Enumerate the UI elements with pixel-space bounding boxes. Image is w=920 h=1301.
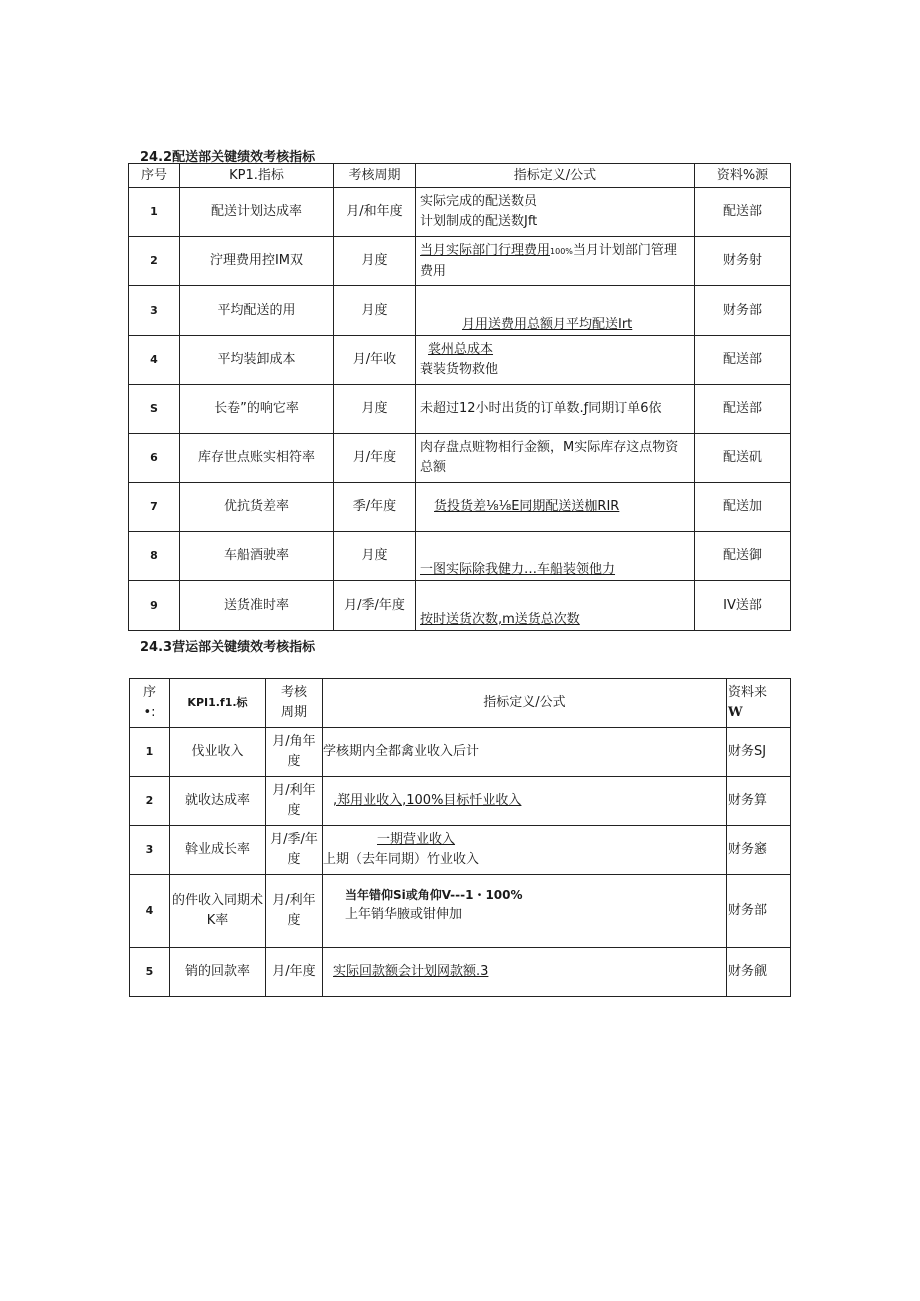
row-period: 月/角年 度	[266, 728, 323, 777]
table-row	[129, 286, 791, 336]
table-row	[130, 948, 791, 997]
row-no: S	[129, 385, 180, 434]
table-row	[130, 875, 791, 948]
row-kpi: 库存世点账实相符率	[180, 434, 334, 483]
table-row	[129, 483, 791, 532]
header-period: 考核周期	[334, 164, 416, 188]
def-denominator: 计划制成的配送数Jft	[420, 214, 538, 229]
row-kpi: 配送计划达成率	[180, 188, 334, 237]
table-row	[129, 336, 791, 385]
row-no: 3	[129, 286, 180, 336]
row-source: 配送部	[695, 188, 791, 237]
row-source: 财务射	[695, 237, 791, 286]
header-no: 序 •:	[130, 679, 170, 728]
header-no: 序号	[129, 164, 180, 188]
row-kpi: 车船酒驶率	[180, 532, 334, 581]
header-definition: 指标定义/公式	[323, 679, 727, 728]
def-numerator: 实际完成的配送数员	[420, 194, 538, 209]
row-source: 财务部	[695, 286, 791, 336]
table-row	[130, 777, 791, 826]
row-definition	[416, 237, 695, 286]
row-kpi: 伐业收入	[170, 728, 266, 777]
row-definition	[416, 434, 695, 483]
row-kpi: 长卷”的响它率	[180, 385, 334, 434]
def-denominator: 费用	[420, 263, 447, 279]
def-formula: 货投货差⅛⅛E同期配送送枷RIR	[434, 499, 620, 514]
row-no: 6	[129, 434, 180, 483]
row-kpi: 的件收入同期术 K率	[170, 875, 266, 948]
row-source: 财务觎	[727, 948, 791, 997]
row-kpi: 平均配送的用	[180, 286, 334, 336]
row-source: IV送部	[695, 581, 791, 631]
row-period: 月/利年 度	[266, 777, 323, 826]
row-source: 财务SJ	[727, 728, 791, 777]
table-header-row	[130, 679, 791, 728]
table-row	[129, 237, 791, 286]
distribution-kpi-table	[128, 163, 791, 631]
def-numerator-tail: 当月计划部门管理	[572, 242, 677, 258]
row-no: 9	[129, 581, 180, 631]
row-definition: ,郑用业收入,100%目标忏业收入	[323, 777, 727, 826]
row-kpi: 泞理费用控IM双	[180, 237, 334, 286]
row-definition	[416, 385, 695, 434]
row-definition: 学核期内全都禽业收入后计	[323, 728, 727, 777]
row-no: 4	[130, 875, 170, 948]
row-period: 月/年度	[266, 948, 323, 997]
def-formula: 按时送货次数,m送货总次数	[420, 612, 580, 627]
row-period: 月/年收	[334, 336, 416, 385]
row-source: 配送御	[695, 532, 791, 581]
row-kpi: 就收达成率	[170, 777, 266, 826]
row-no: 5	[130, 948, 170, 997]
operations-kpi-table	[129, 678, 791, 997]
row-no: 8	[129, 532, 180, 581]
table-row	[130, 826, 791, 875]
def-formula: 一图实际除我健力…车船装领他力	[420, 562, 616, 577]
row-definition	[416, 483, 695, 532]
row-definition	[416, 286, 695, 336]
row-source: 财务部	[727, 875, 791, 948]
row-kpi: 斡业成长率	[170, 826, 266, 875]
row-definition	[416, 188, 695, 237]
row-no: 2	[130, 777, 170, 826]
row-no: 1	[130, 728, 170, 777]
row-definition: 一期营业收入 上期（去年同期）竹业收入	[323, 826, 727, 875]
table-row	[130, 728, 791, 777]
header-source: 资料%源	[695, 164, 791, 188]
def-numerator: 肉存盘点赃物相行金额，M实际库存这点物资	[420, 440, 679, 455]
row-no: 3	[130, 826, 170, 875]
table-row	[129, 188, 791, 237]
row-period: 季/年度	[334, 483, 416, 532]
row-source: 配送部	[695, 336, 791, 385]
row-source: 配送部	[695, 385, 791, 434]
header-definition: 指标定义/公式	[416, 164, 695, 188]
def-denominator: 总额	[420, 460, 447, 475]
row-kpi: 优抗货差率	[180, 483, 334, 532]
row-period: 月度	[334, 385, 416, 434]
row-period: 月/季/年 度	[266, 826, 323, 875]
row-no: 7	[129, 483, 180, 532]
row-period: 月度	[334, 532, 416, 581]
row-definition: 实际回款额会计划网款额.3	[323, 948, 727, 997]
table-row	[129, 581, 791, 631]
section1-title: 24.2配送部关键绩效考核指标	[140, 150, 316, 165]
row-kpi: 销的回款率	[170, 948, 266, 997]
table-row	[129, 434, 791, 483]
row-definition	[416, 336, 695, 385]
row-period: 月/利年 度	[266, 875, 323, 948]
row-period: 月度	[334, 237, 416, 286]
row-source: 配送加	[695, 483, 791, 532]
table-row	[129, 532, 791, 581]
row-definition	[416, 532, 695, 581]
row-no: 2	[129, 237, 180, 286]
def-formula: 月用送费用总额月平均配送Irt	[462, 317, 633, 332]
row-kpi: 送货准时率	[180, 581, 334, 631]
row-kpi: 平均装卸成本	[180, 336, 334, 385]
def-percent: 100%	[550, 246, 573, 256]
def-numerator: 裳州总成本	[428, 342, 494, 357]
row-period: 月/季/年度	[334, 581, 416, 631]
row-period: 月度	[334, 286, 416, 336]
header-period: 考核 周期	[266, 679, 323, 728]
row-no: 1	[129, 188, 180, 237]
row-definition	[416, 581, 695, 631]
row-period: 月/年度	[334, 434, 416, 483]
def-formula: 未超过12小时出货的订单数.ƒ同期订单6依	[420, 401, 662, 416]
row-source: 财务窸	[727, 826, 791, 875]
header-source: 资料来 W	[727, 679, 791, 728]
header-kpi: KPI1.f1.标	[170, 679, 266, 728]
header-kpi: KP1.指标	[180, 164, 334, 188]
row-period: 月/和年度	[334, 188, 416, 237]
table-header-row	[129, 164, 791, 188]
row-definition: 当年错仰Si或角仰V---1・100% 上年销华腋或钳伸加	[323, 875, 727, 948]
def-denominator: 蓑装货物救他	[420, 362, 499, 377]
section2-title: 24.3营运部关键绩效考核指标	[140, 640, 316, 655]
table-row	[129, 385, 791, 434]
def-numerator: 当月实际部门行理费用	[420, 242, 551, 258]
row-source: 配送矶	[695, 434, 791, 483]
row-no: 4	[129, 336, 180, 385]
row-source: 财务算	[727, 777, 791, 826]
